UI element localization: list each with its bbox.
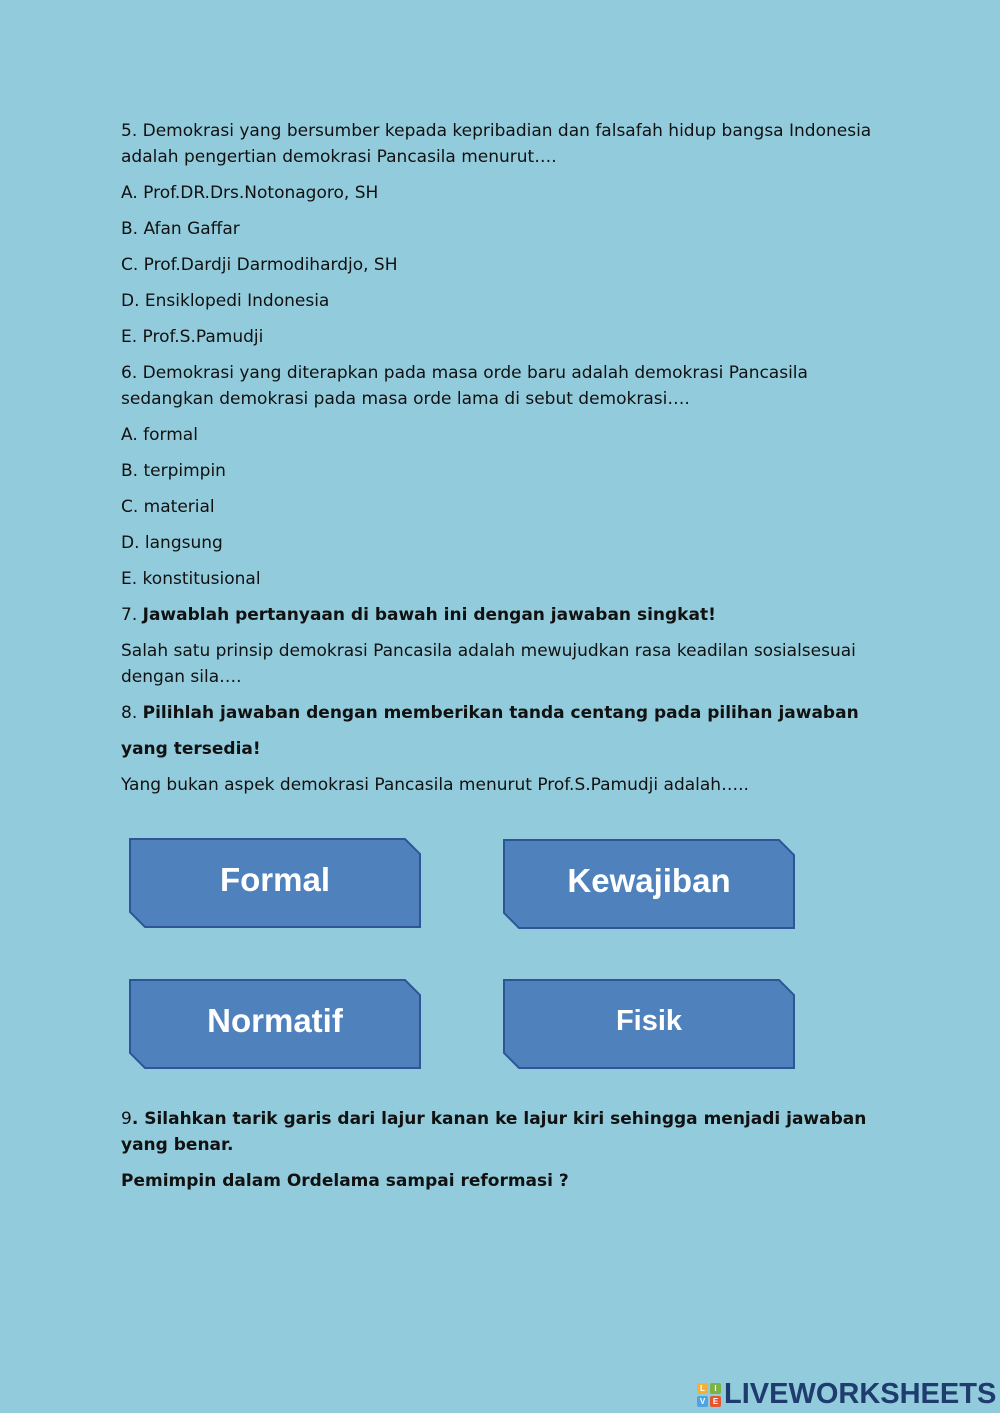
question-5: 5. Demokrasi yang bersumber kepada kepribadian dan falsafah hidup bangsa Indonesia adalah pengertian demokrasi Pancasila menurut…. <box>121 121 872 167</box>
liveworksheets-logo-text: LIVEWORKSHEETS <box>724 1378 997 1410</box>
choice-kewajiban-button[interactable] <box>503 839 795 929</box>
q9-number: 9 <box>121 1109 132 1129</box>
q7-number: 7. <box>121 605 143 625</box>
choice-formal-label: Formal <box>219 861 331 898</box>
worksheet-content <box>121 118 881 808</box>
choice-kewajiban-label: Kewajiban <box>567 862 731 899</box>
q5-option-b: B. Afan Gaffar <box>121 219 240 239</box>
q5-option-c: C. Prof.Dardji Darmodihardjo, SH <box>121 255 398 275</box>
q8-instruction-line2: yang tersedia! <box>121 739 261 759</box>
q7-instruction: Jawablah pertanyaan di bawah ini dengan jawaban singkat! <box>142 605 716 625</box>
question-9-instruction <box>121 1106 881 1158</box>
question-6: 6. Demokrasi yang diterapkan pada masa orde baru adalah demokrasi Pancasila sedangkan demokrasi pada masa orde lama di sebut demokrasi…. <box>121 363 808 409</box>
q6-option-c: C. material <box>121 497 215 517</box>
question-7-instruction <box>121 602 881 628</box>
question-8: Yang bukan aspek demokrasi Pancasila menurut Prof.S.Pamudji adalah….. <box>121 775 749 795</box>
liveworksheets-mark-icon: L I V E <box>697 1383 721 1407</box>
q8-number: 8. <box>121 703 143 723</box>
question-7: Salah satu prinsip demokrasi Pancasila adalah mewujudkan rasa keadilan sosialsesuai dengan sila…. <box>121 641 856 687</box>
q6-option-a: A. formal <box>121 425 198 445</box>
q5-option-e: E. Prof.S.Pamudji <box>121 327 264 347</box>
q5-option-a: A. Prof.DR.Drs.Notonagoro, SH <box>121 183 379 203</box>
q6-option-e: E. konstitusional <box>121 569 261 589</box>
question-9: Pemimpin dalam Ordelama sampai reformasi ? <box>121 1171 569 1191</box>
q6-option-b: B. terpimpin <box>121 461 226 481</box>
q5-option-d: D. Ensiklopedi Indonesia <box>121 291 330 311</box>
choice-formal-button[interactable] <box>129 838 421 928</box>
q8-instruction-line1: Pilihlah jawaban dengan memberikan tanda centang pada pilihan jawaban <box>142 703 859 723</box>
choice-normatif-label: Normatif <box>207 1002 343 1039</box>
q6-option-d: D. langsung <box>121 533 223 553</box>
choice-normatif-button[interactable] <box>129 979 421 1069</box>
liveworksheets-logo <box>697 1378 996 1411</box>
question-8-instruction <box>121 700 881 726</box>
worksheet-content-bottom <box>121 1106 881 1204</box>
q9-instruction: . Silahkan tarik garis dari lajur kanan ke lajur kiri sehingga menjadi jawaban yang benar. <box>121 1109 867 1155</box>
choice-fisik-button[interactable] <box>503 979 795 1069</box>
choice-fisik-label: Fisik <box>615 1004 683 1037</box>
